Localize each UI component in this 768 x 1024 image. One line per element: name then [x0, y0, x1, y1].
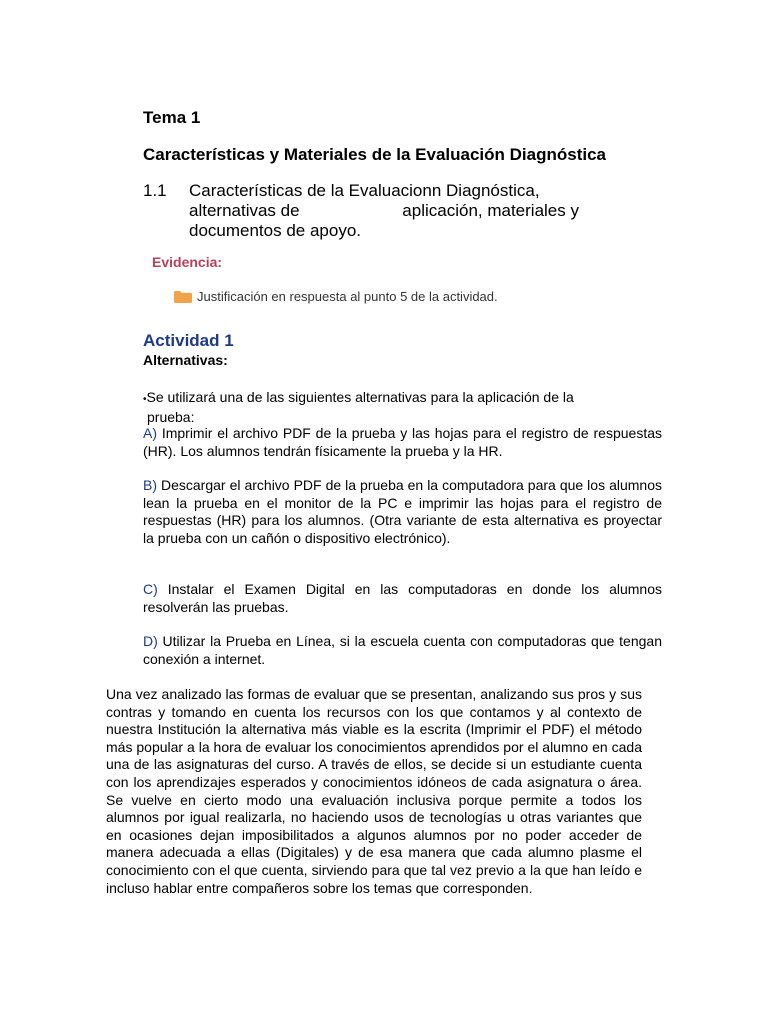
conclusion-paragraph: Una vez analizado las formas de evaluar que se presentan, analizando sus pros y sus contras y tomando en cuenta los recursos con los que contamos y al contexto de nuestra Institución la alternativa más viable es la escrita (Imprimir el PDF) el método más popular a la hora de evaluar los conocimientos aprendidos por el alumno en cada una de las asignaturas del curso. A través de ellos, se decide si un estudiante cuenta con los aprendizajes esperados y conocimientos idóneos de cada asignatura o área. Se vuelve en cierto modo una evaluación inclusiva porque permite a todos los alumnos por igual realizarla, no haciendo usos de tecnologías u otras variantes que en ocasiones dejan imposibilitados a algunos alumnos por no poder acceder de manera adecuada a ellas (Digitales) y de esa manera que cada alumno plasme el conocimiento con el que cuenta, sirviendo para que tal vez previo a la que han leído e incluso hablar entre compañeros sobre los temas que corresponden.	[106, 686, 642, 896]
evidence-text: Justificación en respuesta al punto 5 de la actividad.	[197, 289, 498, 304]
option-text: Utilizar la Prueba en Línea, si la escuela cuenta con computadoras que tengan conexión a internet.	[143, 633, 662, 667]
folder-icon	[174, 291, 192, 303]
option-letter: B)	[143, 477, 157, 493]
option-letter: C)	[143, 581, 158, 597]
topic-heading: Tema 1	[143, 108, 201, 127]
evidence-label: Evidencia:	[152, 254, 223, 270]
section-title-line2-right: aplicación, materiales y	[402, 201, 579, 220]
section-title-line2	[189, 201, 579, 221]
alternatives-intro	[143, 389, 662, 426]
section-title	[189, 181, 579, 241]
section-title-line1: Características de la Evaluacionn Diagnóstica,	[189, 181, 540, 200]
intro-line2: prueba:	[147, 408, 195, 425]
topic-subtitle: Características y Materiales de la Evaluación Diagnóstica	[143, 145, 606, 164]
option-d	[143, 633, 662, 668]
option-text: Imprimir el archivo PDF de la prueba y las hojas para el registro de respuestas (HR). Los alumnos tendrán físicamente la prueba y la HR.	[143, 425, 662, 459]
intro-line1: Se utilizará una de las siguientes alternativas para la aplicación de la	[146, 389, 574, 405]
section-number: 1.1	[143, 181, 167, 200]
option-c	[143, 581, 662, 616]
activity-title: Actividad 1	[143, 331, 234, 350]
bullet: •	[143, 394, 147, 405]
section-title-line3: documentos de apoyo.	[189, 221, 362, 240]
option-letter: D)	[143, 633, 158, 649]
option-text: Instalar el Examen Digital en las computadoras en donde los alumnos resolverán las pruebas.	[143, 581, 662, 615]
option-b	[143, 477, 662, 547]
alternatives-label: Alternativas:	[143, 352, 228, 368]
option-a	[143, 425, 662, 460]
option-letter: A)	[143, 425, 157, 441]
section-title-line2-left: alternativas de	[189, 201, 300, 220]
option-text: Descargar el archivo PDF de la prueba en la computadora para que los alumnos lean la prueba en el monitor de la PC e imprimir las hojas para el registro de respuestas (HR) para los alumnos. (Otra variante de esta alternativa es proyectar la prueba con un cañón o dispositivo electrónico).	[143, 477, 662, 546]
